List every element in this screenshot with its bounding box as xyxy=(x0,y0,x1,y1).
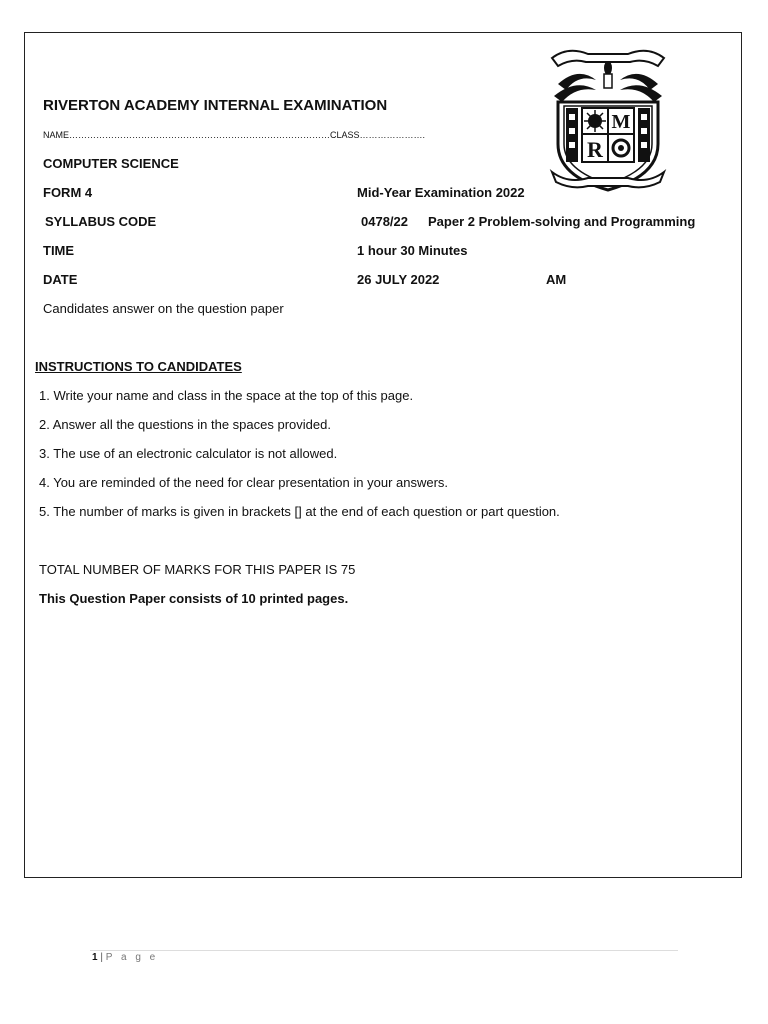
syllabus-label: SYLLABUS CODE xyxy=(45,214,157,229)
page-footer xyxy=(92,952,158,963)
page-number: 1 xyxy=(92,952,98,963)
answer-note: Candidates answer on the question paper xyxy=(43,301,284,316)
school-crest-logo xyxy=(548,44,668,196)
total-marks-note: TOTAL NUMBER OF MARKS FOR THIS PAPER IS 75 xyxy=(39,562,356,577)
exam-name: Mid-Year Examination 2022 xyxy=(357,185,525,200)
instruction-item: 2. Answer all the questions in the spaces provided. xyxy=(39,417,331,432)
date-label: DATE xyxy=(43,272,78,287)
time-label: TIME xyxy=(43,243,75,258)
subject-label: COMPUTER SCIENCE xyxy=(43,156,179,171)
page-count-note: This Question Paper consists of 10 printed pages. xyxy=(39,591,349,606)
instructions-heading: INSTRUCTIONS TO CANDIDATES xyxy=(35,359,242,374)
session-label: AM xyxy=(546,272,567,287)
instruction-item: 5. The number of marks is given in brackets [] at the end of each question or part question. xyxy=(39,504,560,519)
form-label: FORM 4 xyxy=(43,185,93,200)
name-class-line: NAME……………………………………………………………………………CLASS…………………. xyxy=(43,130,426,140)
svg-text:M: M xyxy=(611,111,631,133)
syllabus-code: 0478/22 xyxy=(361,214,408,229)
instruction-item: 1. Write your name and class in the space at the top of this page. xyxy=(39,388,414,403)
school-title: RIVERTON ACADEMY INTERNAL EXAMINATION xyxy=(43,97,388,114)
time-value: 1 hour 30 Minutes xyxy=(357,243,468,258)
svg-text:R: R xyxy=(587,137,603,162)
date-value: 26 JULY 2022 xyxy=(357,272,440,287)
footer-divider xyxy=(90,950,678,951)
paper-title: Paper 2 Problem-solving and Programming xyxy=(428,214,696,229)
instruction-item: 3. The use of an electronic calculator is not allowed. xyxy=(39,446,338,461)
page-word: P a g e xyxy=(105,952,159,963)
instruction-item: 4. You are reminded of the need for clear presentation in your answers. xyxy=(39,475,449,490)
footer-separator: | xyxy=(100,952,103,963)
